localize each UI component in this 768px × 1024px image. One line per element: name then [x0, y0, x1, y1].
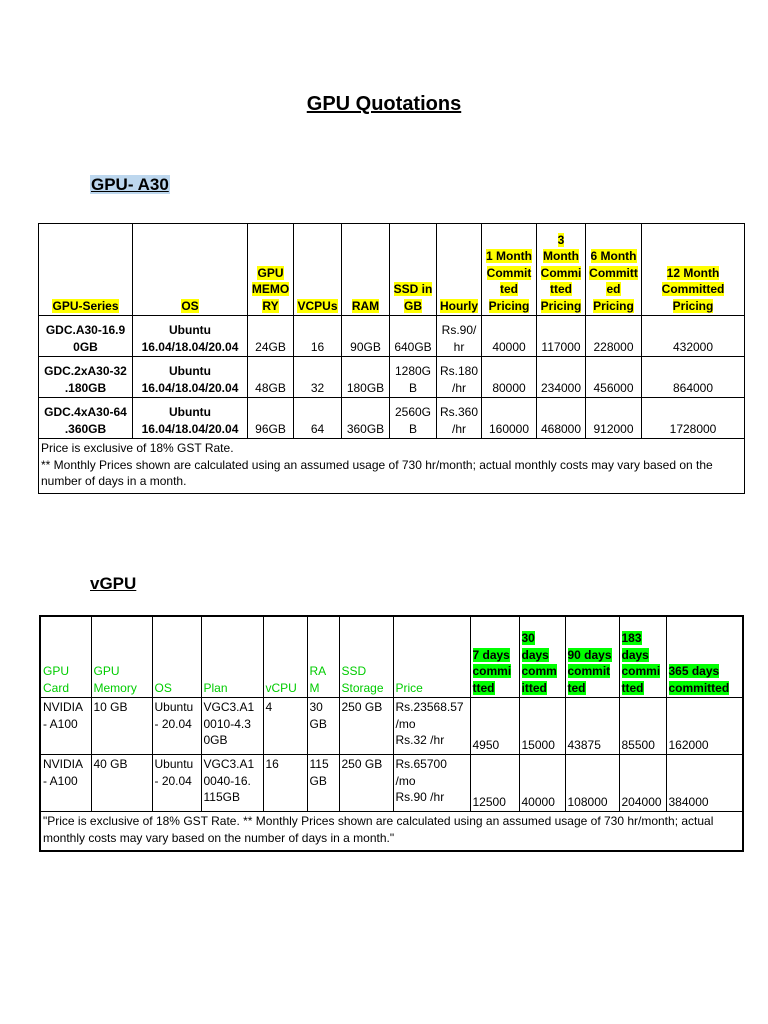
table-cell: 115 GB: [307, 755, 339, 812]
header-cell: Plan: [201, 616, 263, 698]
table-cell: 468000: [537, 398, 586, 439]
header-cell: GPU Memory: [91, 616, 152, 698]
section-heading-text: vGPU: [90, 574, 137, 593]
header-cell: OS: [133, 224, 248, 316]
section-heading-text: GPU- A30: [91, 175, 169, 194]
table-cell: 40000: [519, 755, 565, 812]
vgpu-pricing-table: [39, 615, 744, 852]
table-cell: 432000: [642, 316, 745, 357]
table-cell: Ubuntu - 20.04: [152, 698, 201, 755]
table-cell: 117000: [537, 316, 586, 357]
header-cell: 3 Month Commi tted Pricing: [537, 224, 586, 316]
table-cell: 864000: [642, 357, 745, 398]
table-cell: Rs.180 /hr: [437, 357, 482, 398]
table-cell: Ubuntu - 20.04: [152, 755, 201, 812]
table-row: [39, 357, 745, 398]
table-cell: GDC.4xA30-64 .360GB: [39, 398, 133, 439]
table-cell: 4950: [470, 698, 519, 755]
table-cell: 234000: [537, 357, 586, 398]
table-cell: Rs.23568.57 /mo Rs.32 /hr: [393, 698, 470, 755]
table-cell: Rs.90/ hr: [437, 316, 482, 357]
table-cell: 1280G B: [390, 357, 437, 398]
table-row: [39, 398, 745, 439]
header-cell: GPU-Series: [39, 224, 133, 316]
table-cell: Rs.360 /hr: [437, 398, 482, 439]
table-cell: 12500: [470, 755, 519, 812]
table-cell: 912000: [586, 398, 642, 439]
table-cell: 10 GB: [91, 698, 152, 755]
table-cell: 80000: [482, 357, 537, 398]
table-cell: 40 GB: [91, 755, 152, 812]
table-cell: 1728000: [642, 398, 745, 439]
header-cell: VCPUs: [294, 224, 342, 316]
table-cell: 96GB: [248, 398, 294, 439]
table-cell: 4: [263, 698, 307, 755]
table-cell: 160000: [482, 398, 537, 439]
table-cell: NVIDIA - A100: [40, 698, 91, 755]
page-title: GPU Quotations: [306, 93, 462, 115]
table-cell: 15000: [519, 698, 565, 755]
table-cell: 108000: [565, 755, 619, 812]
table-cell: 85500: [619, 698, 666, 755]
header-cell: vCPU: [263, 616, 307, 698]
header-cell: OS: [152, 616, 201, 698]
pricing-note: [39, 439, 745, 494]
table-cell: Ubuntu 16.04/18.04/20.04: [133, 398, 248, 439]
table-cell: Ubuntu 16.04/18.04/20.04: [133, 316, 248, 357]
table-cell: 40000: [482, 316, 537, 357]
table-cell: 2560G B: [390, 398, 437, 439]
table-cell: Ubuntu 16.04/18.04/20.04: [133, 357, 248, 398]
table-row: [39, 316, 745, 357]
gpu-a30-pricing-table: [38, 223, 745, 494]
table-cell: 640GB: [390, 316, 437, 357]
header-cell: 1 Month Commit ted Pricing: [482, 224, 537, 316]
table-cell: GDC.2xA30-32 .180GB: [39, 357, 133, 398]
header-cell: 90 days commit ted: [565, 616, 619, 698]
table-cell: 16: [263, 755, 307, 812]
header-cell: 6 Month Committ ed Pricing: [586, 224, 642, 316]
table-cell: VGC3.A1 0010-4.3 0GB: [201, 698, 263, 755]
table-cell: 48GB: [248, 357, 294, 398]
monthly-usage-note: ** Monthly Prices shown are calculated using an assumed usage of 730 hr/month; actual monthly costs may vary based on the number of days in a month.: [41, 457, 713, 488]
table-cell: Rs.65700 /mo Rs.90 /hr: [393, 755, 470, 812]
table-row: [40, 698, 743, 755]
table-cell: 456000: [586, 357, 642, 398]
table-cell: 162000: [666, 698, 743, 755]
table-cell: 180GB: [342, 357, 390, 398]
header-cell: GPU Card: [40, 616, 91, 698]
table-cell: 204000: [619, 755, 666, 812]
header-cell: Price: [393, 616, 470, 698]
section-heading-gpu-a30: [90, 175, 170, 195]
table-note-row: [40, 812, 743, 852]
header-cell: 365 days committed: [666, 616, 743, 698]
header-cell: RA M: [307, 616, 339, 698]
table-header-row: [40, 616, 743, 698]
table-cell: 24GB: [248, 316, 294, 357]
table-cell: 30 GB: [307, 698, 339, 755]
table-cell: 250 GB: [339, 698, 393, 755]
header-cell: 12 Month Committed Pricing: [642, 224, 745, 316]
table-cell: 90GB: [342, 316, 390, 357]
table-cell: 32: [294, 357, 342, 398]
table-cell: 384000: [666, 755, 743, 812]
header-cell: 183 days commi tted: [619, 616, 666, 698]
table-cell: 43875: [565, 698, 619, 755]
header-cell: SSD in GB: [390, 224, 437, 316]
header-cell: SSD Storage: [339, 616, 393, 698]
table-note-row: [39, 439, 745, 494]
header-cell: Hourly: [437, 224, 482, 316]
header-cell: GPU MEMO RY: [248, 224, 294, 316]
table-cell: 228000: [586, 316, 642, 357]
table-row: [40, 755, 743, 812]
header-cell: RAM: [342, 224, 390, 316]
table-cell: NVIDIA - A100: [40, 755, 91, 812]
header-cell: 7 days commi tted: [470, 616, 519, 698]
table-cell: VGC3.A1 0040-16. 115GB: [201, 755, 263, 812]
header-cell: 30 days comm itted: [519, 616, 565, 698]
table-cell: 16: [294, 316, 342, 357]
pricing-note: "Price is exclusive of 18% GST Rate. ** Monthly Prices shown are calculated using an assumed usage of 730 hr/month; actual monthly costs may vary based on the number of days in a month.": [40, 812, 743, 852]
section-heading-vgpu: [90, 574, 136, 594]
table-cell: 360GB: [342, 398, 390, 439]
table-cell: 64: [294, 398, 342, 439]
gst-note: Price is exclusive of 18% GST Rate.: [41, 441, 234, 455]
table-cell: 250 GB: [339, 755, 393, 812]
table-cell: GDC.A30-16.9 0GB: [39, 316, 133, 357]
table-header-row: [39, 224, 745, 316]
